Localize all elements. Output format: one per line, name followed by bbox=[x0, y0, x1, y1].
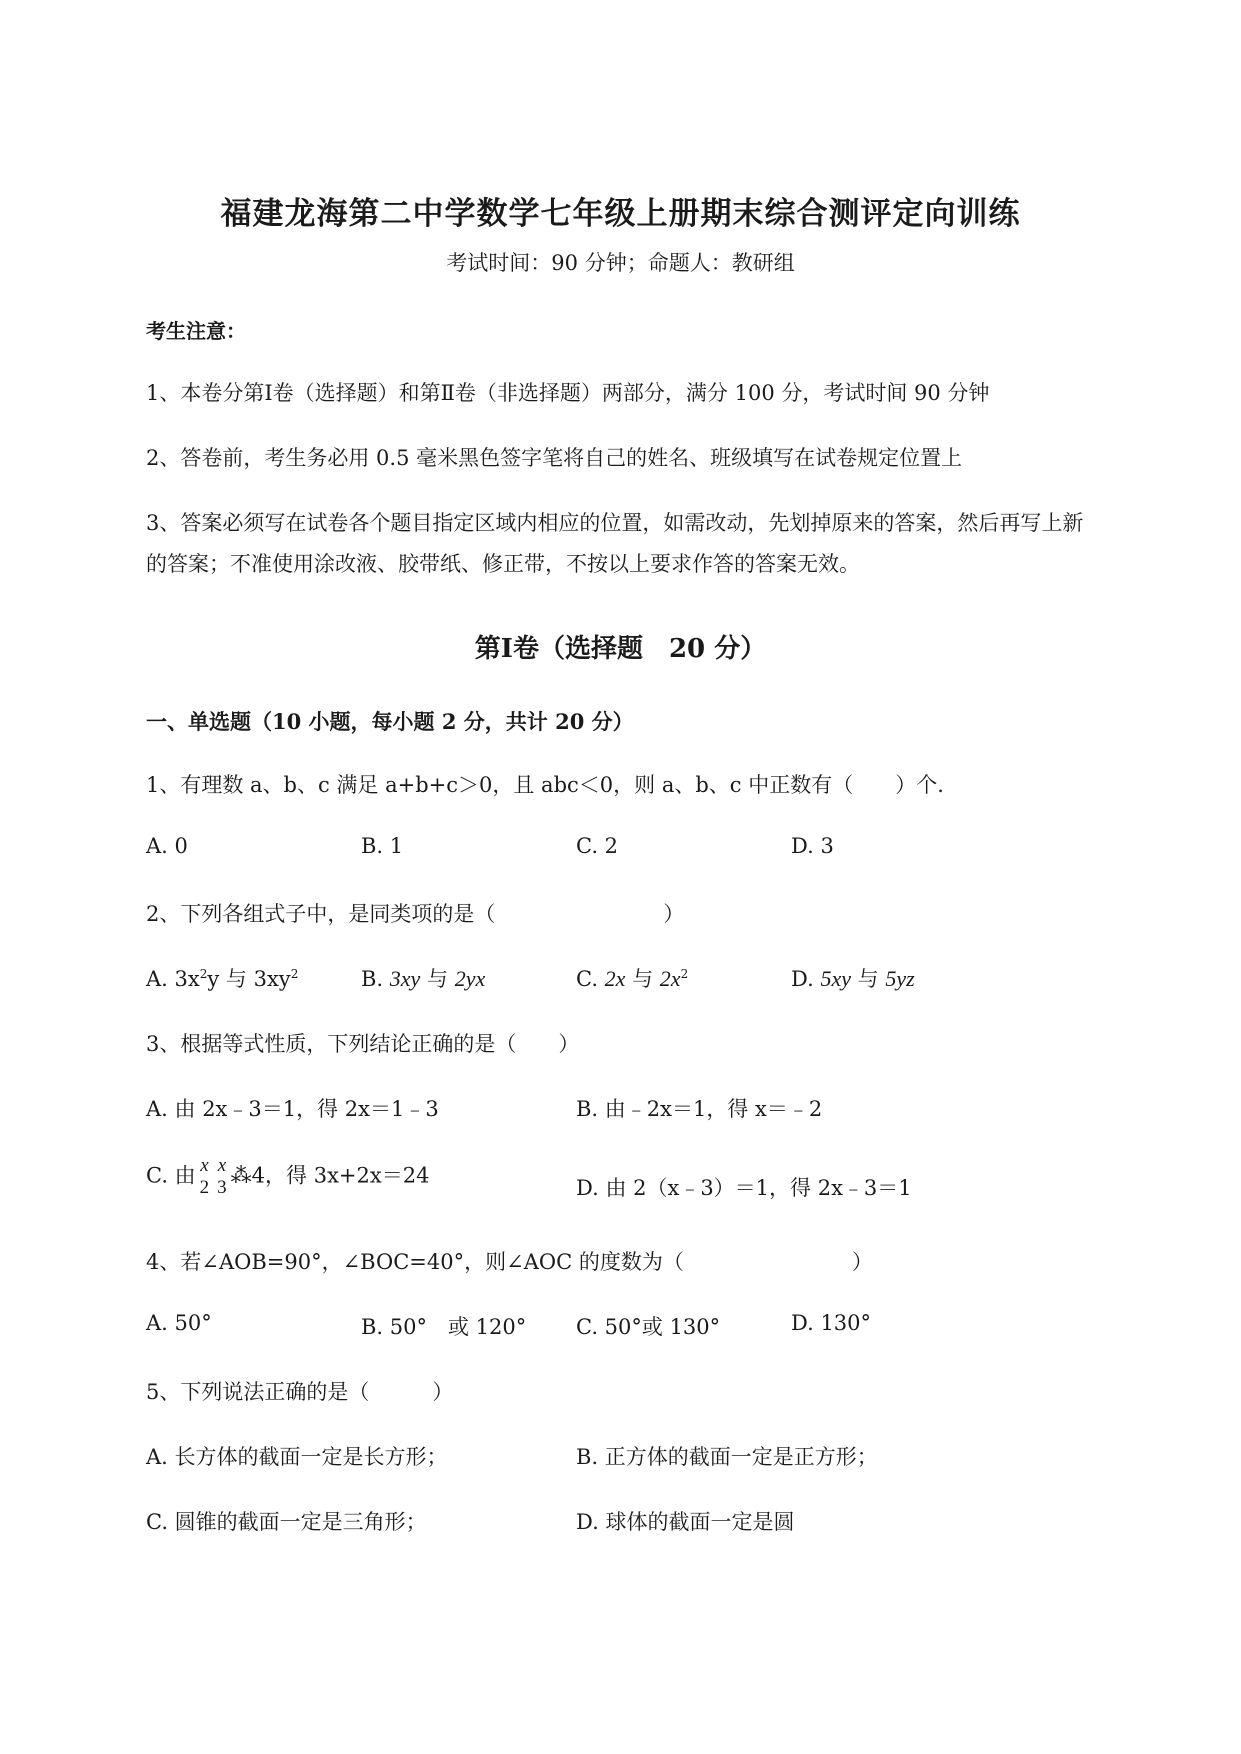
notice-item-1: 1、本卷分第Ⅰ卷（选择题）和第Ⅱ卷（非选择题）两部分，满分 100 分，考试时间 90 分钟 bbox=[146, 381, 990, 405]
term-1: 5xy bbox=[820, 966, 851, 991]
question-4-stem: 4、若∠AOB=90°，∠BOC=40°，则∠AOC 的度数为（ ） bbox=[146, 1250, 873, 1274]
question-5-option-c: C. 圆锥的截面一定是三角形； bbox=[146, 1510, 427, 1534]
connector: 与 bbox=[625, 967, 660, 991]
question-4-option-b: B. 50° 或 120° bbox=[361, 1315, 527, 1339]
question-4-option-d: D. 130° bbox=[791, 1311, 872, 1335]
question-2-option-d bbox=[791, 963, 915, 993]
question-3-option-d: D. 由 2（x﹣3）＝1，得 2x﹣3＝1 bbox=[576, 1176, 912, 1200]
option-c-prefix: C. 由 bbox=[146, 1163, 196, 1188]
question-5-option-a: A. 长方体的截面一定是长方形； bbox=[146, 1445, 448, 1469]
question-4-option-c: C. 50°或 130° bbox=[576, 1315, 721, 1339]
question-4-option-a: A. 50° bbox=[146, 1311, 212, 1335]
term-2: 5yz bbox=[885, 966, 915, 991]
question-5-stem: 5、下列说法正确的是（ ） bbox=[146, 1380, 454, 1404]
exam-title: 福建龙海第二中学数学七年级上册期末综合测评定向训练 bbox=[220, 196, 1021, 232]
option-b-prefix: B. bbox=[361, 967, 390, 991]
question-3-option-a: A. 由 2x﹣3＝1，得 2x＝1﹣3 bbox=[146, 1097, 439, 1121]
option-a-prefix: A. bbox=[146, 967, 175, 991]
option-c-prefix: C. bbox=[576, 967, 605, 991]
question-1-option-c: C. 2 bbox=[576, 834, 619, 858]
question-1-option-b: B. 1 bbox=[361, 834, 404, 858]
numerator: x bbox=[200, 1155, 209, 1176]
question-1-stem: 1、有理数 a、b、c 满足 a+b+c＞0，且 abc＜0，则 a、b、c 中正数有（ ）个. bbox=[146, 773, 944, 797]
numerator: x bbox=[217, 1155, 227, 1176]
option-d-prefix: D. bbox=[791, 967, 821, 991]
denominator: 3 bbox=[217, 1177, 227, 1198]
notice-heading: 考生注意： bbox=[146, 319, 246, 343]
exam-subtitle: 考试时间：90 分钟；命题人：教研组 bbox=[446, 251, 795, 275]
notice-item-2: 2、答卷前，考生务必用 0.5 毫米黑色签字笔将自己的姓名、班级填写在试卷规定位置上 bbox=[146, 446, 963, 470]
question-5-option-b: B. 正方体的截面一定是正方形； bbox=[576, 1445, 878, 1469]
term-1: 3x bbox=[174, 967, 200, 991]
fraction-1 bbox=[200, 1155, 210, 1199]
option-c-suffix: ⁂4，得 3x+2x＝24 bbox=[230, 1163, 430, 1188]
exponent: 2 bbox=[680, 967, 689, 981]
denominator: 2 bbox=[199, 1177, 210, 1198]
question-3-option-c bbox=[146, 1155, 429, 1199]
notice-item-3-line-2: 的答案；不准使用涂改液、胶带纸、修正带，不按以上要求作答的答案无效。 bbox=[146, 552, 860, 576]
connector: 与 bbox=[420, 967, 455, 991]
question-1-option-d: D. 3 bbox=[791, 834, 834, 858]
question-5-option-d: D. 球体的截面一定是圆 bbox=[576, 1510, 795, 1534]
question-2-stem: 2、下列各组式子中，是同类项的是（ ） bbox=[146, 902, 685, 926]
question-2-option-a bbox=[146, 963, 298, 993]
section-title: 第Ⅰ卷（选择题 20 分） bbox=[474, 634, 767, 664]
term-2: 2x bbox=[659, 966, 681, 991]
question-2-option-b bbox=[361, 963, 485, 993]
exponent-2: 2 bbox=[290, 967, 299, 981]
question-2-option-c bbox=[576, 963, 688, 993]
question-3-option-b: B. 由﹣2x＝1，得 x＝﹣2 bbox=[576, 1097, 823, 1121]
term-1: 2x bbox=[604, 966, 626, 991]
exponent-1: 2 bbox=[199, 967, 208, 981]
fraction-2 bbox=[217, 1155, 227, 1199]
term-1: 3xy bbox=[389, 966, 421, 991]
term-2: 2yx bbox=[454, 966, 486, 991]
question-1-option-a: A. 0 bbox=[146, 834, 188, 858]
part-heading: 一、单选题（10 小题，每小题 2 分，共计 20 分） bbox=[146, 709, 634, 734]
term-2: y 与 3xy bbox=[207, 967, 291, 991]
connector: 与 bbox=[850, 967, 886, 991]
notice-item-3-line-1: 3、答案必须写在试卷各个题目指定区域内相应的位置，如需改动，先划掉原来的答案，然后再写上新 bbox=[146, 511, 1084, 535]
question-3-stem: 3、根据等式性质，下列结论正确的是（ ） bbox=[146, 1032, 580, 1056]
